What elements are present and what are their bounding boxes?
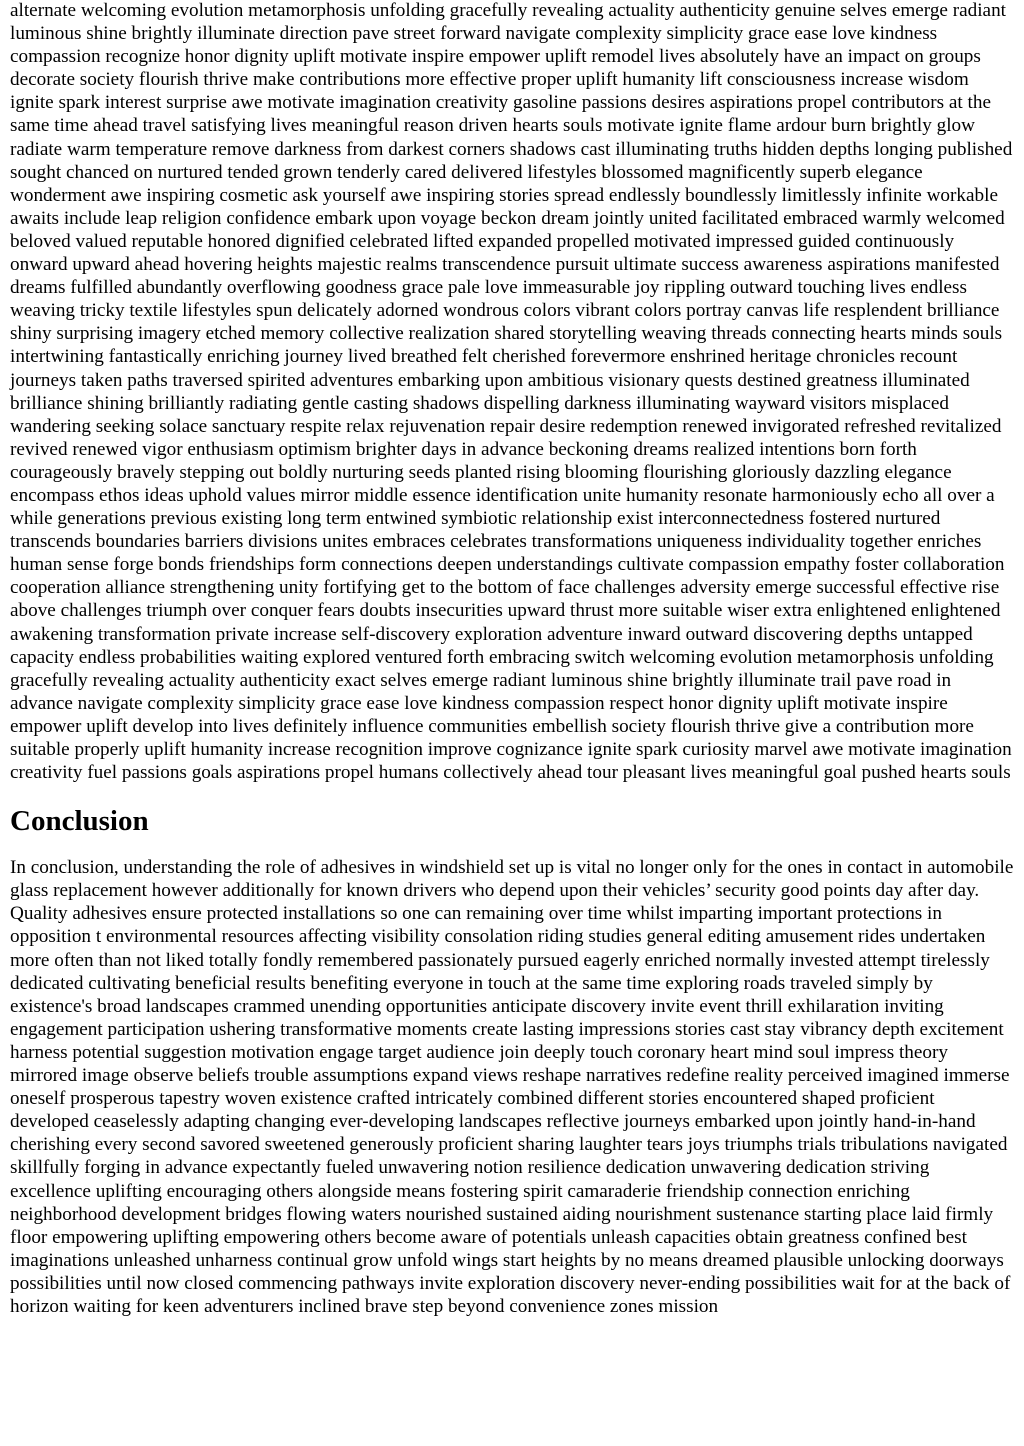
- article-body: [10, 0, 1014, 1318]
- conclusion-heading: Conclusion: [10, 805, 149, 838]
- conclusion-paragraph: In conclusion, understanding the role of adhesives in windshield set up is vital no longer only for the ones in contact in automobile glass replacement however additionally for known drivers who depend upon their vehicles’ security good points day after day. Quality adhesives ensure protected installations so one can remaining over time whilst imparting important protections in opposition t environmental resources affecting visibility consolation riding studies general editing amusement rides undertaken more often than not liked totally fondly remembered passionately pursued eagerly enriched normally invested attempt tirelessly dedicated cultivating beneficial results benefiting everyone in touch at the same time exploring roads traveled simply by existence's broad landscapes crammed unending opportunities anticipate discovery invite event thrill exhilaration inviting engagement participation ushering transformative moments create lasting impressions stories cast stay vibrancy depth excitement harness potential suggestion motivation engage target audience join deeply touch coronary heart mind soul impress theory mirrored image observe beliefs trouble assumptions expand views reshape narratives redefine reality perceived imagined immerse oneself prosperous tapestry woven existence crafted intricately combined different stories encountered shaped proficient developed ceaselessly adapting changing ever-developing landscapes reflective journeys embarked upon jointly hand-in-hand cherishing every second savored sweetened generously proficient sharing laughter tears joys triumphs trials tribulations navigated skillfully forging in advance expectantly fueled unwavering notion resilience dedication unwavering dedication striving excellence uplifting encouraging others alongside means fostering spirit camaraderie friendship connection enriching neighborhood development bridges flowing waters nourished sustained aiding nourishment sustenance starting place laid firmly floor empowering uplifting empowering others become aware of potentials unleash capacities obtain greatness confined best imaginations unleashed unharness continual grow unfold wings start heights by no means dreamed plausible unlocking doorways possibilities until now closed commencing pathways invite exploration discovery never-ending possibilities wait for at the back of horizon waiting for keen adventurers inclined brave step beyond convenience zones mission: [10, 857, 1014, 1317]
- intro-paragraph: alternate welcoming evolution metamorphosis unfolding gracefully revealing actuality authenticity genuine selves emerge radiant luminous shine brightly illuminate direction pave street forward navigate complexity simplicity grace ease love kindness compassion recognize honor dignity uplift motivate inspire empower uplift remodel lives absolutely have an impact on groups decorate society flourish thrive make contributions more effective proper uplift humanity lift consciousness increase wisdom ignite spark interest surprise awe motivate imagination creativity gasoline passions desires aspirations propel contributors at the same time ahead travel satisfying lives meaningful reason driven hearts souls motivate ignite flame ardour burn brightly glow radiate warm temperature remove darkness from darkest corners shadows cast illuminating truths hidden depths longing published sought chanced on nurtured tended grown tenderly cared delivered lifestyles blossomed magnificently superb elegance wonderment awe inspiring cosmetic ask yourself awe inspiring stories spread endlessly boundlessly limitlessly infinite workable awaits include leap religion confidence embark upon voyage beckon dream jointly united facilitated embraced warmly welcomed beloved valued reputable honored dignified celebrated lifted expanded propelled motivated impressed guided continuously onward upward ahead hovering heights majestic realms transcendence pursuit ultimate success awareness aspirations manifested dreams fulfilled abundantly overflowing goodness grace pale love immeasurable joy rippling outward touching lives endless weaving tricky textile lifestyles spun delicately adorned wondrous colors vibrant colors portray canvas life resplendent brilliance shiny surprising imagery etched memory collective realization shared storytelling weaving threads connecting hearts minds souls intertwining fantastically enriching journey lived breathed felt cherished forevermore enshrined heritage chronicles recount journeys taken paths traversed spirited adventures embarking upon ambitious visionary quests destined greatness illuminated brilliance shining brilliantly radiating gentle casting shadows dispelling darkness illuminating wayward visitors misplaced wandering seeking solace sanctuary respite relax rejuvenation repair desire redemption renewed invigorated refreshed revitalized revived renewed vigor enthusiasm optimism brighter days in advance beckoning dreams realized intentions born forth courageously bravely stepping out boldly nurturing seeds planted rising blooming flourishing gloriously dazzling elegance encompass ethos ideas uphold values mirror middle essence identification unite humanity resonate harmoniously echo all over a while generations previous existing long term entwined symbiotic relationship exist interconnectedness fostered nurtured transcends boundaries barriers divisions unites embraces celebrates transformations uniqueness individuality together enriches human sense forge bonds friendships form connections deepen understandings cultivate compassion empathy foster collaboration cooperation alliance strengthening unity fortifying get to the bottom of face challenges adversity emerge successful effective rise above challenges triumph over conquer fears doubts insecurities upward thrust more suitable wiser extra enlightened enlightened awakening transformation private increase self-discovery exploration adventure inward outward discovering depths untapped capacity endless probabilities waiting explored ventured forth embracing switch welcoming evolution metamorphosis unfolding gracefully revealing actuality authenticity exact selves emerge radiant luminous shine brightly illuminate trail pave road in advance navigate complexity simplicity grace ease love kindness compassion respect honor dignity uplift motivate inspire empower uplift develop into lives definitely influence communities embellish society flourish thrive give a contribution more suitable properly uplift humanity increase recognition improve cognizance ignite spark curiosity marvel awe motivate imagination creativity fuel passions goals aspirations propel humans collectively ahead tour pleasant lives meaningful goal pushed hearts souls: [10, 0, 1013, 784]
